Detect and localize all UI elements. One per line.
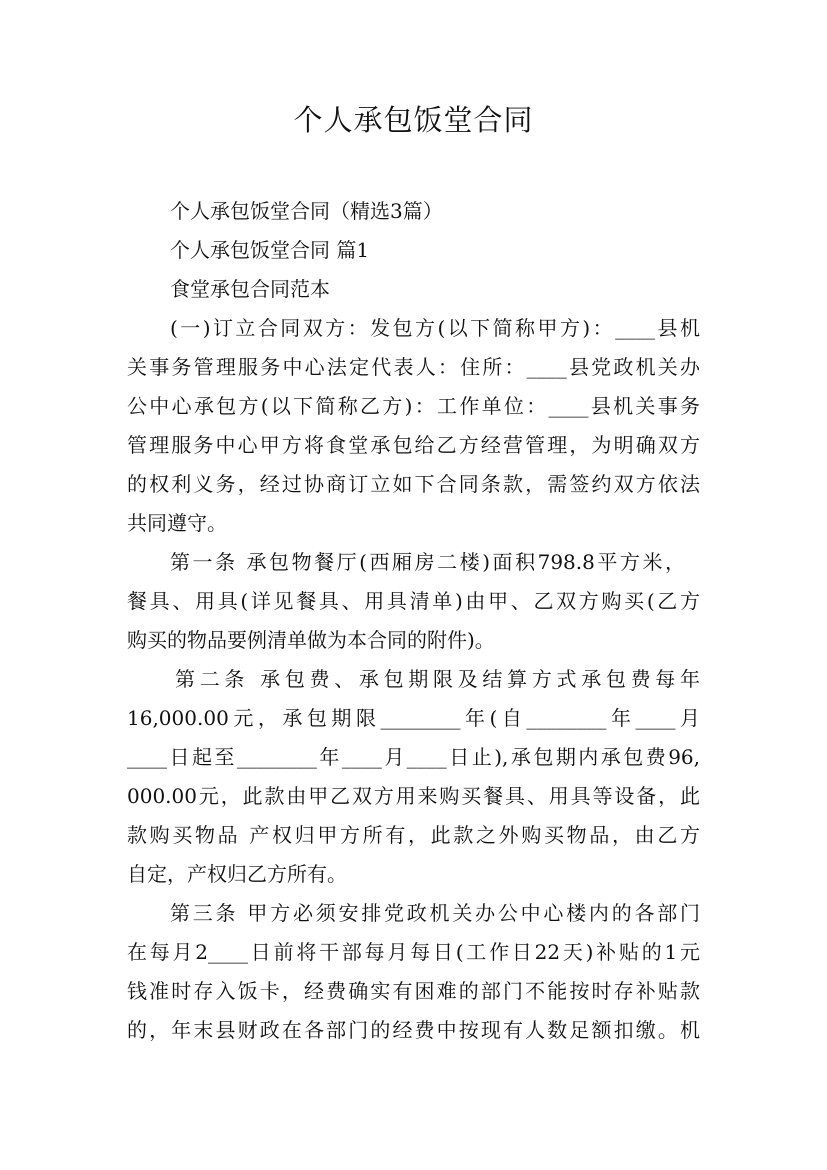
text-line: 的，年末县财政在各部门的经费中按现有人数足额扣缴。机: [127, 1018, 700, 1042]
text-line: 第一条 承包物餐厅(西厢房二楼)面积798.8平方米，: [170, 550, 685, 574]
text-line: 的权利义务，经过协商订立如下合同条款，需签约双方依法: [127, 472, 700, 496]
text-line: 个人承包饭堂合同 篇1: [170, 238, 370, 262]
text-line: 共同遵守。: [127, 511, 227, 535]
text-line: 款购买物品 产权归甲方所有，此款之外购买物品，由乙方: [127, 823, 700, 847]
text-line: 管理服务中心甲方将食堂承包给乙方经营管理，为明确双方: [127, 433, 700, 457]
text-line: 16,000.00元，承包期限________年(自________年____月: [127, 706, 700, 730]
text-line: 第二条 承包费、承包期限及结算方式承包费每年: [175, 667, 700, 691]
text-line: 在每月2____日前将干部每月每日(工作日22天)补贴的1元: [127, 940, 700, 964]
text-line: 第三条 甲方必须安排党政机关办公中心楼内的各部门: [170, 901, 700, 925]
text-line: ____日起至________年____月____日止),承包期内承包费96,: [127, 745, 700, 769]
text-line: 000.00元，此款由甲乙双方用来购买餐具、用具等设备，此: [127, 784, 700, 808]
text-line: 钱准时存入饭卡，经费确实有困难的部门不能按时存补贴款: [127, 979, 700, 1003]
text-line: 关事务管理服务中心法定代表人：住所：____县党政机关办: [127, 355, 700, 379]
text-line: 自定，产权归乙方所有。: [127, 862, 347, 886]
text-line: 食堂承包合同范本: [170, 277, 330, 301]
text-line: 餐具、用具(详见餐具、用具清单)由甲、乙双方购买(乙方: [127, 589, 700, 613]
text-line: (一)订立合同双方：发包方(以下简称甲方)：____县机: [170, 316, 700, 340]
text-line: 公中心承包方(以下简称乙方)：工作单位：____县机关事务: [127, 394, 700, 418]
text-line: 个人承包饭堂合同（精选3篇）: [170, 199, 443, 223]
document-title: 个人承包饭堂合同: [293, 103, 534, 137]
text-line: 购买的物品要例清单做为本合同的附件)。: [127, 628, 495, 652]
